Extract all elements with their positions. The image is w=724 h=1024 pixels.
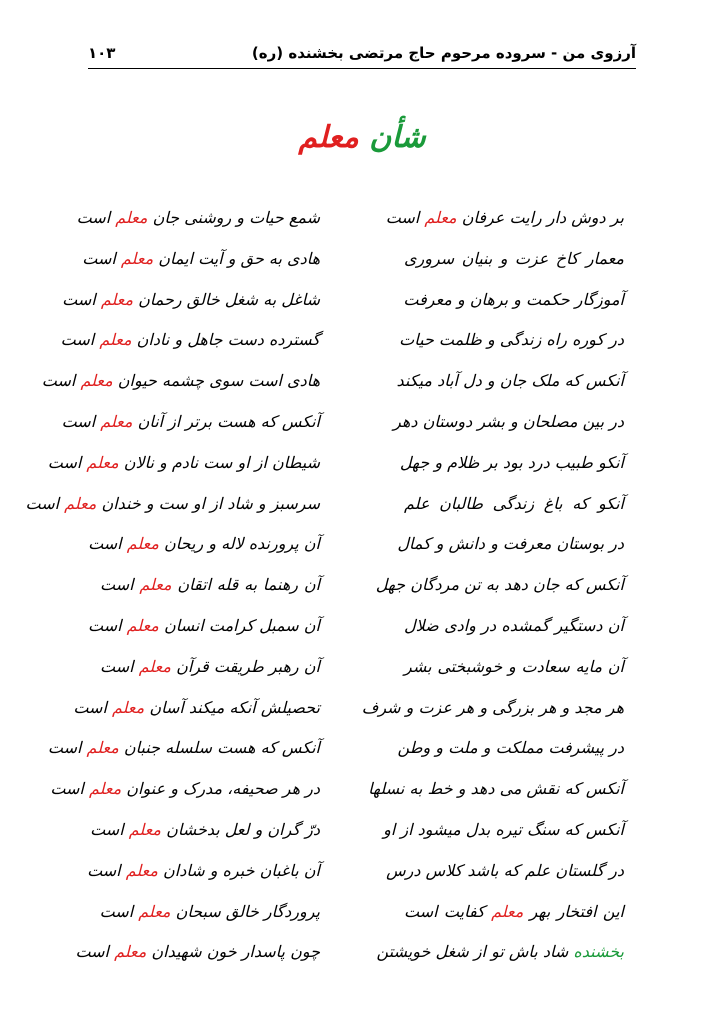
highlight-word: معلم [126,534,159,554]
couplet [76,200,624,241]
highlight-word: معلم [88,779,122,799]
hemistich-tail: است [100,656,134,676]
page-number: ۱۰۳ [88,44,116,62]
hemistich-text: چون پاسدار خون شهیدان [151,942,320,962]
couplet [50,771,624,812]
hemistich-tail: است [62,289,96,309]
hemistich-tail: کفایت است [404,901,485,921]
couplet [73,690,624,731]
hemistich-text: هادی است سوی چشمه حیوان [117,371,320,391]
hemistich-tail: است [61,411,96,431]
highlight-word: معلم [80,371,113,391]
hemistich-left [90,819,320,839]
hemistich-right [404,657,624,676]
hemistich-tail: است [60,330,95,350]
couplet [47,730,624,771]
poem-body [25,200,624,975]
hemistich-tail: است [87,860,121,880]
hemistich-left [100,657,320,676]
hemistich-left [75,942,320,962]
hemistich-text: در هر صحیفه، مدرک و عنوان [126,779,320,799]
hemistich-tail: است [100,575,134,595]
page-header [88,38,636,69]
hemistich-text: آن رهنما به قله اتقان [177,575,321,595]
hemistich-text: آنکس که نقش می دهد و خط به نسلها [368,779,624,799]
hemistich-tail: است [47,452,82,472]
hemistich-text: در گلستان علم که باشد کلاس درس [386,860,624,880]
hemistich-right [383,819,624,839]
hemistich-text: آن سمبل کرامت انسان [163,615,320,635]
hemistich-text: درّ گران و لعل بدخشان [166,819,320,839]
hemistich-tail: است [90,819,124,839]
hemistich-right [399,452,624,472]
poem-title [0,120,724,155]
hemistich-left [62,289,320,309]
highlight-word: معلم [138,901,171,921]
hemistich-right [399,330,624,350]
hemistich-text: بر دوش دار رایت عرفان [461,208,624,227]
hemistich-text: هادی به حق و آیت ایمان [158,248,320,268]
hemistich-text: تحصیلش آنکه میکند آسان [149,697,320,717]
couplet [60,322,624,363]
hemistich-text: در بوستان معرفت و دانش و کمال [397,534,624,554]
hemistich-right [404,902,624,921]
hemistich-text: در کوره راه زندگی و ظلمت حیات [399,330,624,350]
hemistich-left [100,902,320,921]
hemistich-right [404,290,624,309]
hemistich-text: سرسبز و شاد از او ست و خندان [101,493,320,513]
hemistich-left [61,411,320,431]
hemistich-right [397,534,624,554]
hemistich-tail: است [47,738,82,758]
poem-title-word-1: شأن [369,120,426,155]
hemistich-left [76,208,320,227]
hemistich-text: گسترده دست جاهل و نادان [136,330,320,350]
hemistich-tail: است [76,208,111,227]
couplet [62,282,624,323]
couplet [47,445,624,486]
hemistich-tail: است [99,901,134,921]
highlight-word: معلم [139,575,172,595]
hemistich-left [47,452,320,472]
hemistich-text: شیطان از او ست نادم و نالان [123,452,320,472]
hemistich-text: آنکو که باغ زندگی طالبان علم [404,493,624,513]
hemistich-text: این افتخار بهر [529,901,624,921]
hemistich-text: آنکس که ملک جان و دل آباد میکند [396,371,624,391]
takhallos: بخشنده [573,942,624,962]
hemistich-text: در بین مصلحان و بشر دوستان دهر [393,411,624,431]
hemistich-text: آن پرورنده لاله و ریحان [164,534,320,554]
highlight-word: معلم [115,208,148,227]
highlight-word: معلم [125,860,158,880]
hemistich-tail: است [87,615,122,635]
hemistich-tail: است [75,942,109,962]
hemistich-tail: است [82,248,116,268]
hemistich-left [73,697,320,717]
hemistich-left [100,575,320,594]
couplet [100,894,624,935]
hemistich-left [60,330,320,350]
couplet [87,608,624,649]
couplet [88,526,624,567]
hemistich-text: در پیشرفت مملکت و ملت و وطن [397,738,624,758]
hemistich-text: آنکس که هست سلسله جنبان [123,738,320,758]
hemistich-right [393,411,624,431]
highlight-word: معلم [491,901,524,921]
hemistich-text: شاغل به شغل خالق رحمان [138,289,320,309]
couplet [100,567,624,608]
hemistich-text: آن رهبر طریقت قرآن [176,656,320,676]
couplet [61,404,624,445]
hemistich-right [375,575,624,595]
hemistich-right [386,860,624,880]
couplet [75,934,624,975]
highlight-word: معلم [86,738,119,758]
couplet [25,486,624,527]
hemistich-text: آن مایه سعادت و خوشبختی بشر [404,656,624,676]
hemistich-text: آنکس که هست برتر از آنان [137,411,320,431]
hemistich-text: آنکس که جان دهد به تن مردگان جهل [375,575,624,595]
couplet [90,812,624,853]
highlight-word: معلم [100,289,134,309]
book-title: آرزوی من - سروده مرحوم حاج مرتضی بخشنده (ره) [251,44,636,62]
couplet [82,241,624,282]
hemistich-left [82,248,320,268]
couplet [41,363,624,404]
hemistich-text: آن باغبان خبره و شادان [163,860,320,880]
highlight-word: معلم [100,411,133,431]
highlight-word: معلم [120,248,154,268]
hemistich-text: شاد باش تو از شغل خویشتن [376,942,569,962]
couplet [100,649,624,690]
hemistich-right [404,249,624,268]
hemistich-right [361,697,624,717]
hemistich-right [396,371,624,391]
hemistich-left [87,860,320,880]
hemistich-text: هر مجد و هر بزرگی و هر عزت و شرف [361,697,624,717]
highlight-word: معلم [99,330,132,350]
hemistich-left [25,493,320,513]
highlight-word: معلم [64,493,97,513]
hemistich-tail: است [25,493,60,513]
hemistich-right [397,738,624,758]
hemistich-tail: است [385,208,420,227]
hemistich-left [88,534,320,554]
hemistich-left [41,371,320,391]
hemistich-right [376,942,624,962]
poem-title-word-2: معلم [298,120,359,155]
hemistich-right [404,494,624,513]
hemistich-left [50,779,320,799]
hemistich-right [404,616,624,635]
hemistich-tail: است [88,534,122,554]
hemistich-left [87,615,320,635]
highlight-word: معلم [114,942,147,962]
hemistich-text: آن دستگیر گمشده در وادی ضلال [404,615,624,635]
hemistich-left [47,738,320,758]
highlight-word: معلم [128,819,161,839]
couplet [87,853,624,894]
hemistich-text: آنکو طبیب درد بود بر ظلام و جهل [399,452,624,472]
hemistich-right [385,208,624,227]
hemistich-text: پروردگار خالق سبحان [175,901,320,921]
hemistich-text: آنکس که سنگ تیره بدل میشود از او [383,819,624,839]
highlight-word: معلم [424,208,457,227]
hemistich-tail: است [41,371,76,391]
hemistich-tail: است [73,697,107,717]
highlight-word: معلم [138,656,171,676]
hemistich-text: آموزگار حکمت و برهان و معرفت [403,289,624,309]
hemistich-text: معمار کاخ عزت و بنیان سروری [404,248,624,268]
hemistich-right [368,779,624,799]
hemistich-text: شمع حیات و روشنی جان [152,208,320,227]
hemistich-tail: است [50,779,84,799]
highlight-word: معلم [126,615,159,635]
highlight-word: معلم [86,452,119,472]
highlight-word: معلم [111,697,145,717]
